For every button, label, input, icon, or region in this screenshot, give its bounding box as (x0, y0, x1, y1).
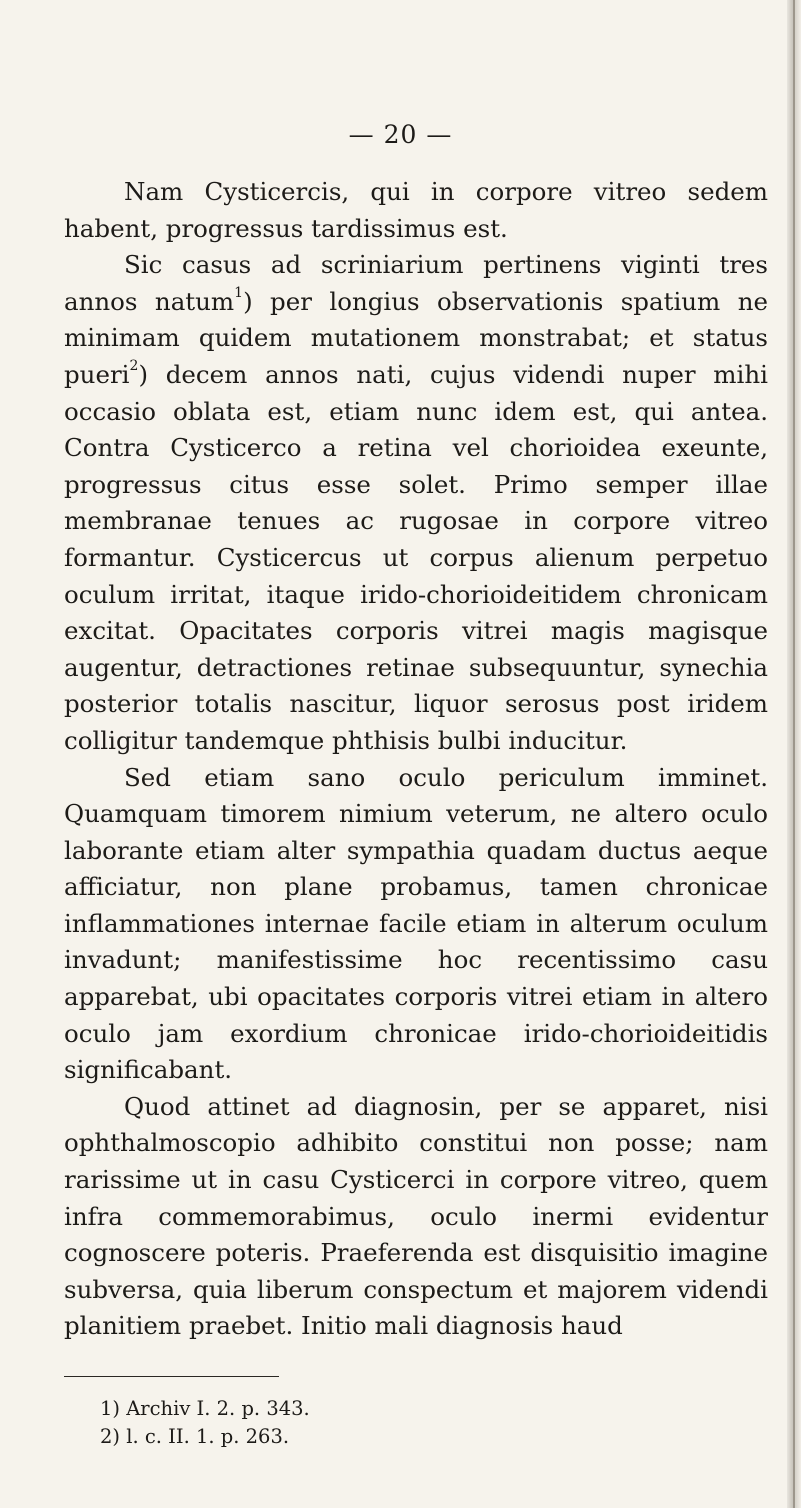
paragraph-2 (64, 247, 768, 759)
footnotes (100, 1395, 310, 1451)
text-run: Nam Cysticercis, qui in corpore vitreo sedem habent, progressus tardissimus est. (64, 177, 768, 243)
text-run: ) per longius observationis spatium ne minimam quidem mutationem monstrabat; et status pueri (64, 286, 768, 389)
paragraph-3 (64, 760, 768, 1089)
text-run: ) decem annos nati, cujus videndi nuper mihi occasio oblata est, etiam nunc idem est, qui antea. Contra Cysticerco a retina vel chorioidea exeunte, progressus citus esse solet. Primo semper illae membranae tenues ac rugosae in corpore vitreo formantur. Cysticercus ut corpus alienum perpetuo oculum irritat, itaque irido-chorioideitidem chronicam excitat. Opacitates corporis vitrei magis magisque augentur, detractiones retinae subsequuntur, synechia posterior totalis nascitur, liquor serosus post iridem colligitur tandemque phthisis bulbi inducitur. (64, 359, 768, 755)
paragraph-4 (64, 1089, 768, 1345)
footnote-2: 2) l. c. II. 1. p. 263. (100, 1425, 290, 1448)
footnote-divider (64, 1376, 279, 1377)
paragraph-1 (64, 174, 768, 247)
page-edge-shadow (793, 0, 795, 1508)
text-run: Quod attinet ad diagnosin, per se apparet, nisi ophthalmoscopio adhibito constitui non posse; nam rarissime ut in casu Cysticerci in corpore vitreo, quem infra commemorabimus, oculo inermi evidentur cognoscere poteris. Praeferenda est disquisitio imagine subversa, quia liberum conspectum et majorem videndi planitiem praebet. Initio mali diagnosis haud (64, 1091, 768, 1341)
page-number: — 20 — (348, 120, 453, 149)
footnote-1: 1) Archiv I. 2. p. 343. (100, 1397, 310, 1420)
text-run: Sic casus ad scriniarium pertinens viginti tres annos natum (64, 250, 768, 316)
footnote-ref: 1 (234, 284, 244, 301)
text-run: Sed etiam sano oculo periculum imminet. Quamquam timorem nimium veterum, ne altero oculo laborante etiam alter sympathia quadam ductus aeque afficiatur, non plane probamus, tamen chronicae inflammationes internae facile etiam in alterum oculum invadunt; manifestissime hoc recentissimo casu apparebat, ubi opacitates corporis vitrei etiam in altero oculo jam exordium chronicae irido-chorioideitidis significabant. (64, 762, 768, 1085)
footnote-ref: 2 (129, 357, 139, 374)
main-text (64, 174, 768, 1345)
